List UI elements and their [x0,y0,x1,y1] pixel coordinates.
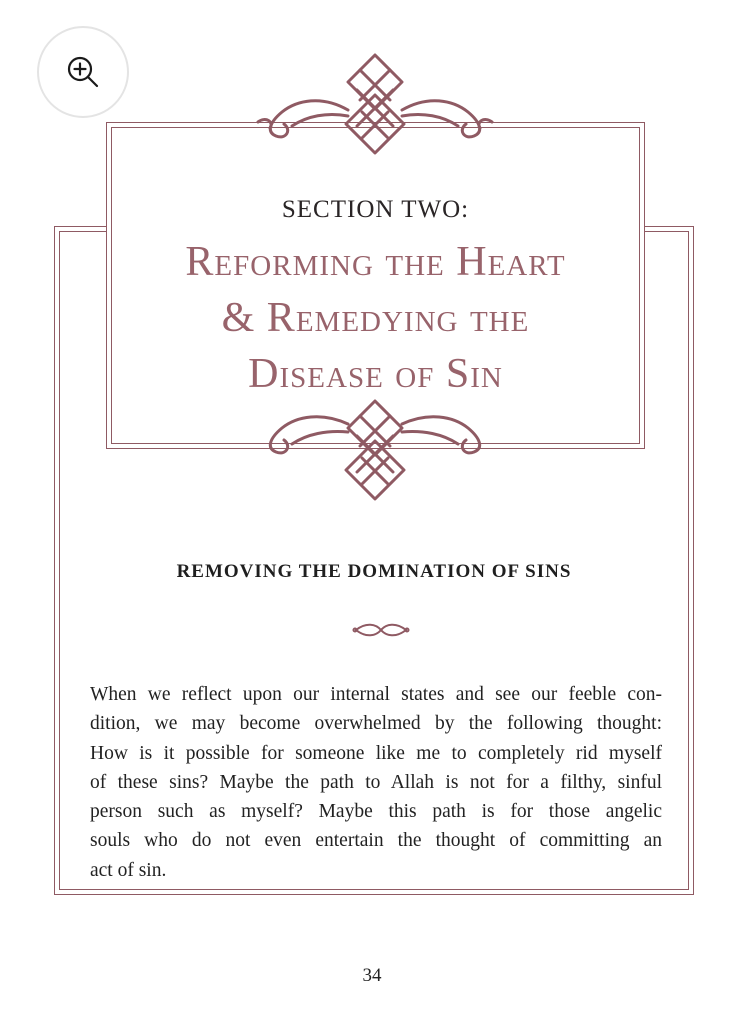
chapter-title-line: & Remedying the [221,295,530,341]
subheading: REMOVING THE DOMINATION OF SINS [176,561,572,582]
body-line: When we reflect upon our internal states and see our feeble con- [90,684,662,705]
body-line: person such as myself? Maybe this path is for those angelic [90,801,662,823]
bottom-ornament-icon [252,396,498,516]
body-line: How is it possible for someone like me to completely rid myself [90,742,662,764]
zoom-in-icon [63,52,103,92]
body-line: dition, we may become overwhelmed by the following thought: [90,713,662,735]
chapter-title-line: Reforming the Heart [185,239,566,285]
top-ornament-icon [252,50,498,170]
divider-flourish-icon [352,620,410,640]
body-line: of these sins? Maybe the path to Allah is not for a filthy, sinful [90,771,662,793]
body-line: act of sin. [90,859,167,881]
page-number: 34 [362,965,382,986]
section-label: SECTION TWO: [281,196,470,223]
body-paragraph [90,680,662,885]
chapter-title-line: Disease of Sin [248,351,503,397]
chapter-title [106,234,645,402]
zoom-in-button[interactable] [37,26,129,118]
body-line: souls who do not even entertain the thought of committing an [90,830,662,852]
